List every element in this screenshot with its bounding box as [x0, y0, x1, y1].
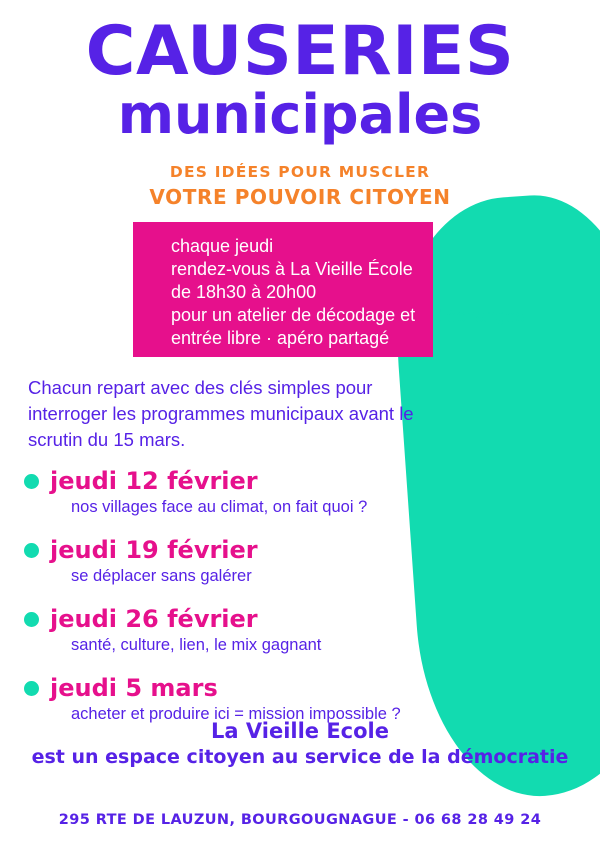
- session-date: jeudi 26 février: [50, 605, 258, 633]
- info-line-weekday: chaque jeudi: [171, 236, 274, 256]
- bullet-icon: [24, 681, 39, 696]
- intro-paragraph: Chacun repart avec des clés simples pour interroger les programmes municipaux avant le scrutin du 15 mars.: [28, 377, 414, 450]
- session-date: jeudi 12 février: [50, 467, 258, 495]
- poster-tagline: [0, 163, 600, 209]
- bullet-icon: [24, 474, 39, 489]
- practical-info-box: [133, 222, 433, 357]
- session-list: [24, 468, 494, 744]
- list-item: [24, 468, 494, 518]
- list-item: [24, 606, 494, 656]
- poster-title-line1: CAUSERIES: [85, 12, 515, 91]
- venue-description: est un espace citoyen au service de la démocratie: [31, 746, 569, 768]
- venue-statement: [0, 718, 600, 770]
- session-date: jeudi 5 mars: [50, 674, 218, 702]
- info-line-workshop-overflow: d'échanges: [433, 306, 525, 326]
- venue-name: La Vieille Ecole: [211, 719, 389, 743]
- poster-title-line2: municipales: [117, 83, 483, 146]
- session-date: jeudi 19 février: [50, 536, 258, 564]
- info-line-time: de 18h30 à 20h00: [171, 282, 317, 302]
- tagline-line2: VOTRE POUVOIR CITOYEN: [149, 185, 451, 209]
- info-line-workshop: pour un atelier de décodage et: [171, 305, 416, 325]
- list-item: [24, 537, 494, 587]
- practical-info-lines: [171, 235, 415, 350]
- tagline-line1: DES IDÉES POUR MUSCLER: [169, 163, 431, 181]
- session-description: se déplacer sans galérer: [71, 567, 252, 585]
- bullet-icon: [24, 612, 39, 627]
- contact-info: 295 RTE DE LAUZUN, BOURGOUGNAGUE - 06 68 28 49 24: [58, 812, 542, 828]
- session-description: nos villages face au climat, on fait quoi ?: [71, 498, 368, 516]
- info-line-entry: entrée libre · apéro partagé: [171, 328, 390, 348]
- session-description: santé, culture, lien, le mix gagnant: [71, 636, 322, 654]
- info-line-location: rendez-vous à La Vieille École: [171, 259, 413, 279]
- bullet-icon: [24, 543, 39, 558]
- session-description: acheter et produire ici = mission impossible ?: [71, 705, 401, 723]
